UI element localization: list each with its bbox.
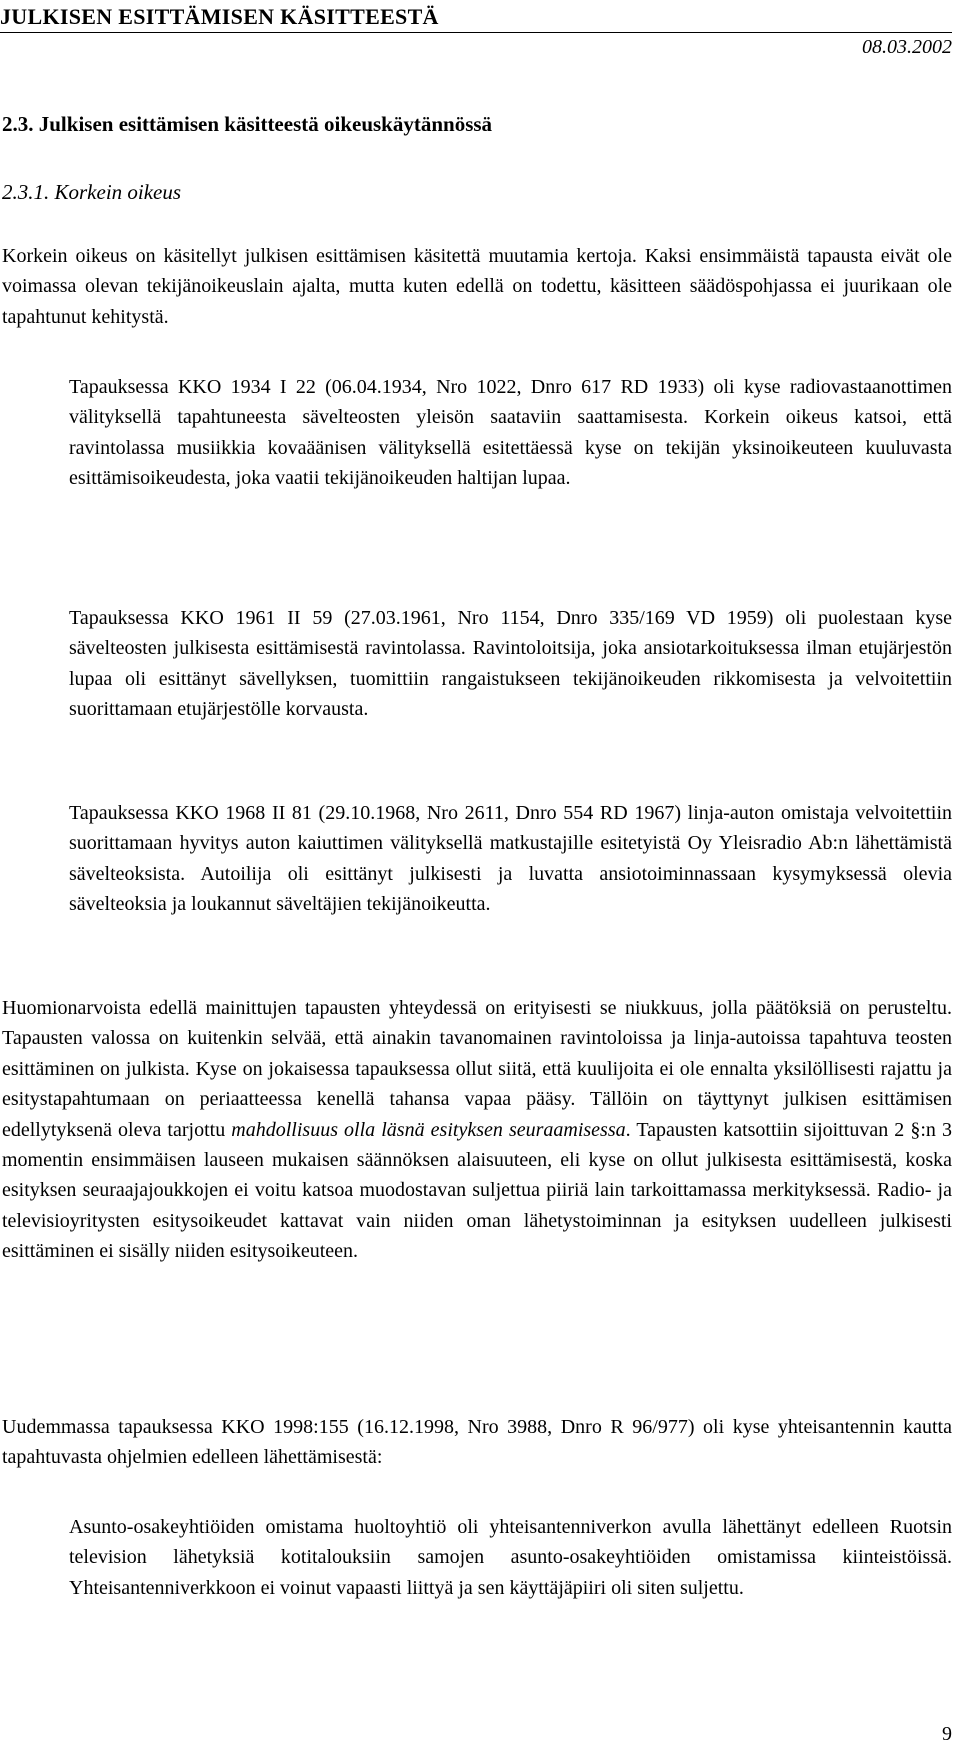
case-1961-paragraph: Tapauksessa KKO 1961 II 59 (27.03.1961, Nro 1154, Dnro 335/169 VD 1959) oli puolestaan kyse sävelteosten julkisesta esittämisestä ravintolassa. Ravintoloitsija, joka ansiotarkoituksessa ilman etujärjestön lupaa oli esittänyt sävellyksen, tuomittiin rangaistukseen tekijänoikeuden rikkomisesta ja velvoitettiin suorittamaan etujärjestölle korvausta.	[69, 607, 952, 721]
analysis-paragraph	[2, 993, 952, 1267]
analysis-text-b: . Tapausten katsottiin sijoittuvan 2 §:n 3 momentin ensimmäisen lauseen mukaisen säännöksen alaisuuteen, eli kyse on ollut julkisesta esittämisestä, koska esityksen seuraajajoukkojen ei voitu katsoa muodostavan suljettua piiriä lain tarkoittamassa merkityksessä. Radio- ja televisioyritysten esitysoikeudet kattavat vain niiden oman lähetystoiminnan ja esityksen uudelleen julkisesti esittäminen ei sisälly niiden esitysoikeuteen.	[2, 1118, 952, 1263]
case-1934-paragraph: Tapauksessa KKO 1934 I 22 (06.04.1934, Nro 1022, Dnro 617 RD 1933) oli kyse radiovastaanottimen välityksellä tapahtuneesta sävelteosten yleisön saataviin saattamisesta. Korkein oikeus katsoi, että ravintolassa musiikkia kovaäänisen välityksellä esitettäessä kyse on tekijän yksinoikeuteen kuuluvasta esittämisoikeudesta, joka vaatii tekijänoikeuden haltijan lupaa.	[69, 376, 952, 490]
intro-paragraph: Korkein oikeus on käsitellyt julkisen esittämisen käsitettä muutamia kertoja. Kaksi ensimmäistä tapausta eivät ole voimassa olevan tekijänoikeuslain ajalta, mutta kuten edellä on todettu, käsitteen säädöspohjassa ei juurikaan ole tapahtunut kehitystä.	[2, 245, 952, 328]
running-header-title: JULKISEN ESITTÄMISEN KÄSITTEESTÄ	[0, 4, 439, 29]
subsection-heading: 2.3.1. Korkein oikeus	[2, 180, 182, 204]
quoted-case-paragraph: Asunto-osakeyhtiöiden omistama huoltoyhtiö oli yhteisantenniverkon avulla lähettänyt edelleen Ruotsin television lähetyksiä kotitalouksiin samojen asunto-osakeyhtiöiden omistamissa kiinteistöissä. Yhteisantenniverkkoon ei voinut vapaasti liittyä ja sen käyttäjäpiiri oli siten suljettu.	[69, 1516, 952, 1599]
header-rule	[0, 32, 952, 33]
page-number: 9	[942, 1723, 952, 1745]
running-header-date: 08.03.2002	[862, 36, 952, 58]
newer-case-paragraph: Uudemmassa tapauksessa KKO 1998:155 (16.12.1998, Nro 3988, Dnro R 96/977) oli kyse yhteisantennin kautta tapahtuvasta ohjelmien edelleen lähettämisestä:	[2, 1416, 952, 1469]
section-heading: 2.3. Julkisen esittämisen käsitteestä oikeuskäytännössä	[2, 112, 493, 136]
analysis-text-a: Huomionarvoista edellä mainittujen tapausten yhteydessä on erityisesti se niukkuus, jolla päätöksiä on perusteltu. Tapausten valossa on kuitenkin selvää, että ainakin tavanomainen ravintoloissa ja linja-autoissa tapahtuva teosten esittäminen on julkista. Kyse on jokaisessa tapauksessa ollut siitä, että kuulijoita ei ole ennalta yksilöllisesti rajattu ja esitystapahtumaan on periaatteessa kenellä tahansa vapaa pääsy. Tällöin on täyttynyt julkisen esittämisen edellytyksenä oleva tarjottu	[2, 997, 952, 1141]
case-1968-paragraph: Tapauksessa KKO 1968 II 81 (29.10.1968, Nro 2611, Dnro 554 RD 1967) linja-auton omistaja velvoitettiin suorittamaan hyvitys auton kaiuttimen välityksellä matkustajille esitetyistä Oy Yleisradio Ab:n lähettämistä sävelteoksista. Autoilija oli esittänyt julkisesti ja luvatta ansiotoiminnassaan kysymyksessä olevia sävelteoksia ja loukannut säveltäjien tekijänoikeutta.	[69, 802, 952, 916]
analysis-emphasis: mahdollisuus olla läsnä esityksen seuraamisessa	[231, 1118, 626, 1141]
